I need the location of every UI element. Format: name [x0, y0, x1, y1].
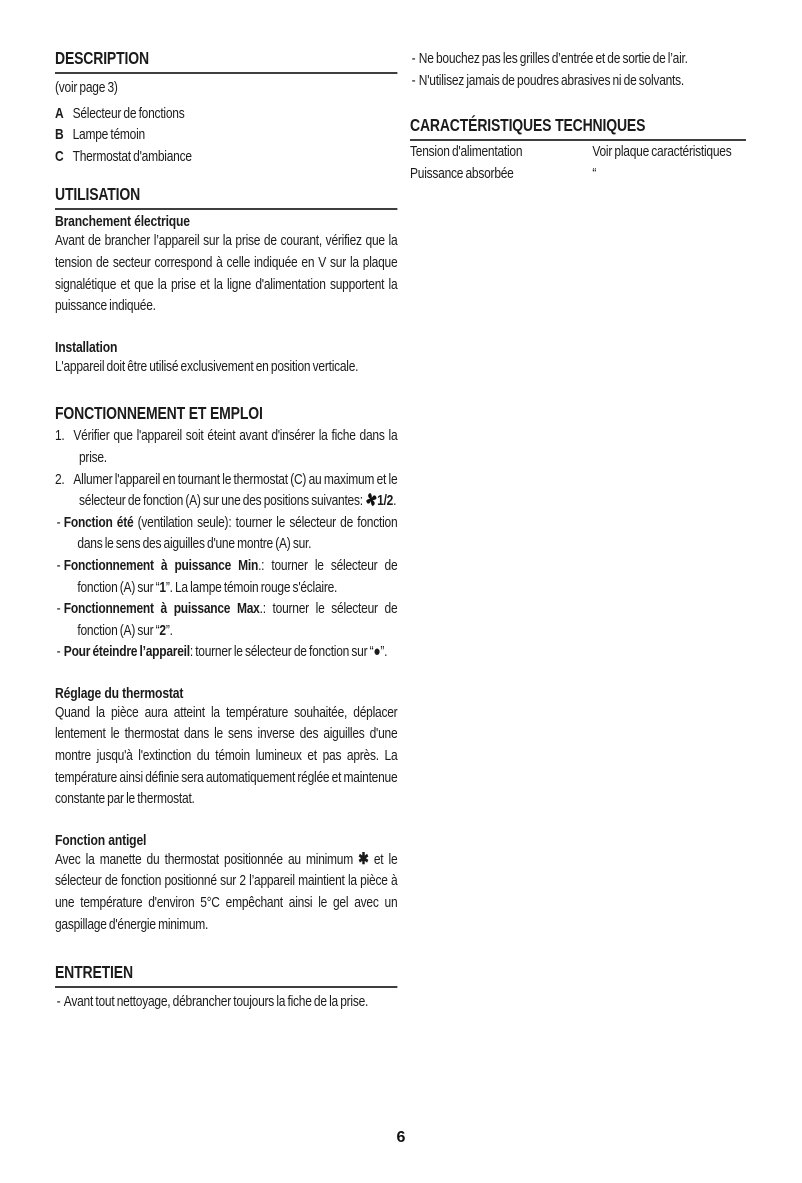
item-text: Sélecteur de fonctions	[72, 104, 185, 122]
note-item-grilles	[410, 48, 746, 70]
item-key: C	[55, 147, 64, 165]
dash-item-fonction-ete	[55, 512, 397, 555]
item-text: Thermostat d'ambiance	[72, 147, 192, 165]
reglage-title: Réglage du thermostat	[55, 684, 184, 702]
item-bold-text: Fonctionnement à puissance Max	[63, 600, 260, 618]
section-caracteristiques	[410, 115, 746, 184]
section-fonction-antigel	[55, 832, 397, 935]
item-bold-text: Fonctionnement à puissance Min	[63, 556, 259, 574]
dash-marker: -	[56, 993, 61, 1011]
section-avertissements	[410, 48, 746, 91]
tech-value: “	[592, 164, 597, 182]
branchement-title: Branchement électrique	[55, 213, 190, 231]
item-text-end: ”. La lampe témoin rouge s'éclaire.	[165, 578, 338, 596]
item-text: (ventilation seule): tourner le sélecteur de fonction dans le sens des aiguilles d'une montre (A) sur.	[77, 513, 398, 553]
item-key: A	[55, 104, 64, 122]
item-text-end: ”.	[165, 621, 173, 639]
tech-label: Puissance absorbée	[410, 164, 514, 182]
fonctionnement-title: FONCTIONNEMENT ET EMPLOI	[55, 403, 263, 424]
tech-value: Voir plaque caractéristiques	[592, 143, 732, 161]
item-text: .: tourner le sélecteur de fonction (A) sur “	[77, 600, 398, 639]
caracteristiques-title: CARACTÉRISTIQUES TECHNIQUES	[410, 115, 746, 141]
branchement-body: Avant de brancher l’appareil sur la prise de courant, vérifiez que la tension de secteur correspond à celle indiquée en V sur la plaque signalétique et que la prise et la ligne d'alimentation supportent la puissance indiquée.	[55, 232, 398, 315]
dash-marker: -	[56, 513, 61, 531]
numbered-item-2	[55, 469, 397, 512]
note-item-poudres	[410, 70, 746, 92]
section-reglage-thermostat	[55, 685, 397, 810]
dash-item-puissance-min	[55, 555, 397, 598]
section-fonctionnement	[55, 403, 397, 663]
item-text: N'utilisez jamais de poudres abrasives ni de solvants.	[418, 71, 685, 89]
numbered-item-1	[55, 425, 397, 468]
dash-marker: -	[56, 600, 61, 618]
dash-item-puissance-max	[55, 598, 397, 641]
off-position-icon: ●	[373, 643, 381, 661]
item-bold-text: Pour éteindre l’appareil	[63, 643, 190, 661]
item-bold-text: 1/2	[377, 492, 394, 510]
item-text: Lampe témoin	[72, 126, 145, 144]
left-column	[55, 48, 397, 1013]
entretien-item	[55, 991, 397, 1013]
reglage-body: Quand la pièce aura atteint la température souhaitée, déplacer lentement le thermostat dans le sens inverse des aiguilles d'une montre jusqu'à l'extinction du témoin lumineux et pas après. La température ainsi définie sera automatiquement réglée et maintenue constante par le thermostat.	[55, 703, 398, 808]
description-item-a	[55, 103, 397, 125]
right-column	[410, 48, 746, 184]
item-text: : tourner le sélecteur de fonction sur “	[189, 643, 374, 661]
dash-item-eteindre	[55, 641, 397, 663]
item-text: Allumer l'appareil en tournant le thermostat (C) au maximum et le sélecteur de fonction (A) sur une des positions suivantes:	[73, 470, 398, 510]
section-entretien	[55, 962, 397, 1013]
installation-title: Installation	[55, 338, 118, 356]
item-text: .: tourner le sélecteur de fonction (A) sur “	[77, 556, 398, 596]
tech-row-tension	[410, 141, 746, 163]
page-number: 6	[396, 1129, 406, 1146]
description-item-c	[55, 146, 397, 168]
tech-row-puissance	[410, 163, 746, 185]
snowflake-icon: ✱	[358, 850, 369, 868]
item-key: B	[55, 126, 64, 144]
item-text: Ne bouchez pas les grilles d’entrée et de sortie de l’air.	[418, 50, 688, 67]
utilisation-title: UTILISATION	[55, 184, 397, 210]
item-number: 2.	[55, 470, 65, 488]
dash-marker: -	[411, 71, 416, 89]
item-number: 1.	[55, 427, 65, 445]
dash-marker: -	[56, 556, 61, 574]
description-list	[55, 103, 397, 168]
antigel-text-end: et le sélecteur de fonction positionné sur 2 l’appareil maintient la pièce à une température d'environ 5°C empêchant ainsi le gel avec un gaspillage d'énergie minimum.	[55, 850, 398, 933]
antigel-text-start: Avec la manette du thermostat positionnée au minimum	[55, 850, 359, 868]
installation-body: L'appareil doit être utilisé exclusivement en position verticale.	[55, 357, 359, 375]
description-subtitle: (voir page 3)	[55, 79, 118, 96]
item-text-end: ”.	[380, 643, 388, 661]
entretien-title: ENTRETIEN	[55, 962, 397, 988]
section-utilisation	[55, 184, 397, 377]
item-text: Vérifier que l'appareil soit éteint avant d'insérer la fiche dans la prise.	[73, 427, 398, 466]
item-bold-text: Fonction été	[63, 513, 134, 531]
position-number: 1	[159, 578, 166, 596]
description-item-b	[55, 124, 397, 146]
description-title: DESCRIPTION	[55, 48, 397, 74]
antigel-body	[55, 849, 397, 935]
dash-marker: -	[56, 643, 61, 661]
item-text-end: .	[393, 492, 397, 510]
item-text: Avant tout nettoyage, débrancher toujours la fiche de la prise.	[63, 993, 369, 1011]
antigel-title: Fonction antigel	[55, 831, 147, 849]
tech-label: Tension d'alimentation	[410, 143, 523, 161]
position-number: 2	[159, 621, 166, 639]
fan-icon	[365, 492, 377, 507]
section-description	[55, 48, 397, 167]
dash-marker: -	[411, 50, 416, 67]
